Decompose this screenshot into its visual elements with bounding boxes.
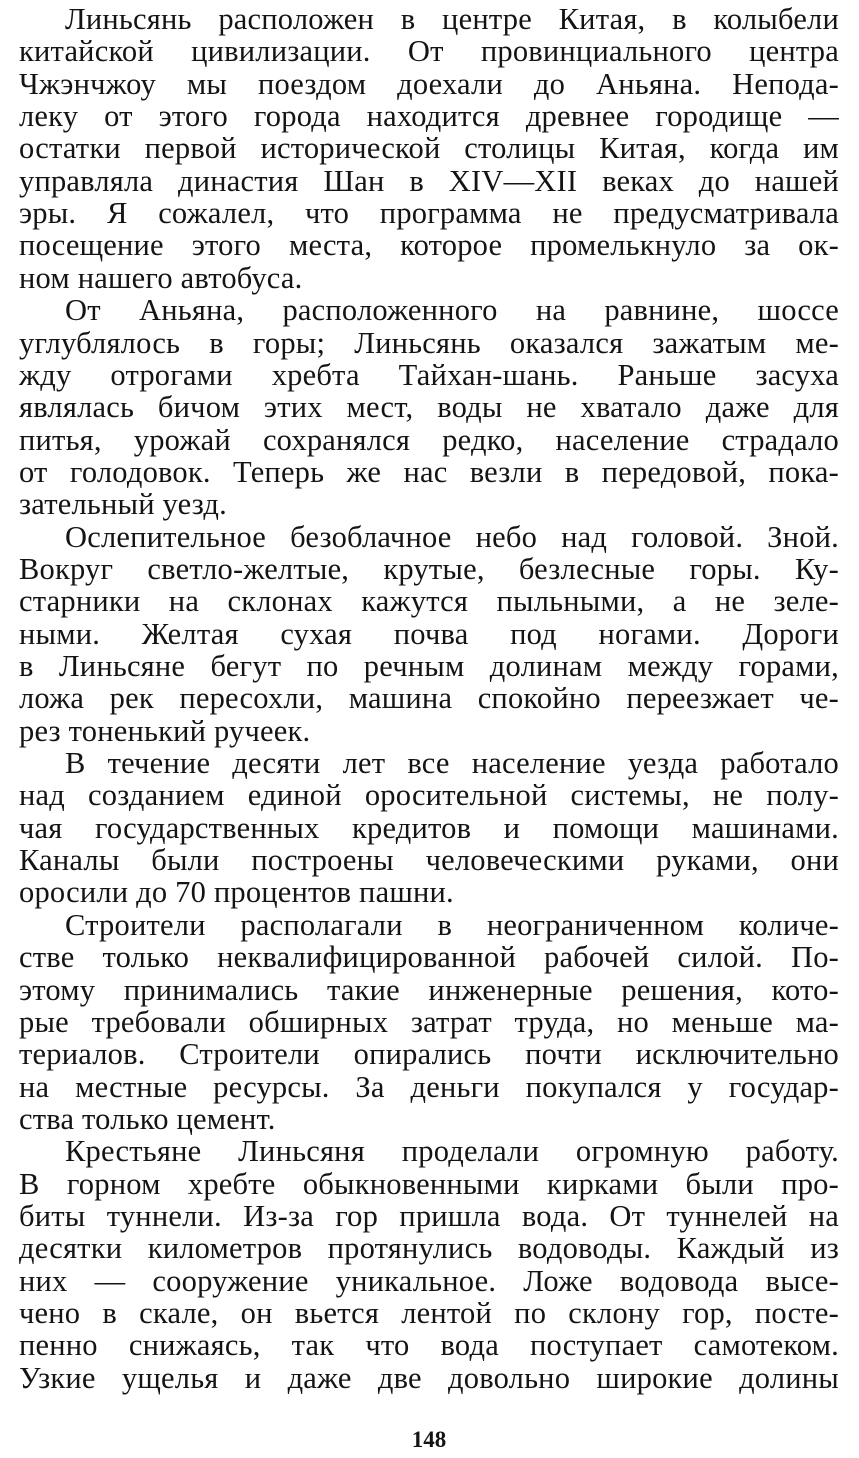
- text-line: над созданием единой оросительной системы, не полу-: [19, 778, 839, 813]
- text-line: жду отрогами хребта Тайхан-шань. Раньше засуха: [19, 357, 839, 392]
- text-line: пенно снижаясь, так что вода поступает самотеком.: [19, 1328, 839, 1363]
- text-line: чено в скале, он вьется лентой по склону гор, посте-: [19, 1296, 839, 1330]
- text-line: в Линьсяне бегут по речным долинам между горами,: [19, 649, 839, 683]
- text-line: биты туннели. Из-за гор пришла вода. От туннелей на: [19, 1198, 839, 1233]
- text-line: являлась бичом этих мест, воды не хватало даже для: [19, 390, 839, 425]
- text-line: управляла династия Шан в XIV—XII веках до нашей: [19, 163, 839, 198]
- text-line: леку от этого города находится древнее городище —: [19, 99, 839, 134]
- text-line: В течение десяти лет все население уезда работало: [65, 746, 839, 781]
- text-line: остатки первой исторической столицы Китая, когда им: [19, 131, 839, 166]
- text-line: Узкие ущелья и даже две довольно широкие долины: [19, 1360, 839, 1395]
- text-line: десятки километров протянулись водоводы. Каждый из: [19, 1231, 839, 1266]
- text-line: ными. Желтая сухая почва под ногами. Дороги: [19, 616, 839, 651]
- text-line: посещение этого места, которое промелькнуло за ок-: [19, 228, 839, 263]
- text-line: ства только цемент.: [19, 1101, 276, 1136]
- text-line: териалов. Строители опирались почти исключительно: [19, 1037, 839, 1072]
- text-line: оросили до 70 процентов пашни.: [19, 875, 454, 910]
- text-line: старники на склонах кажутся пыльными, а не зеле-: [19, 584, 839, 619]
- text-line: углублялось в горы; Линьсянь оказался зажатым ме-: [19, 325, 839, 360]
- text-line: Крестьяне Линьсяня проделали огромную работу.: [65, 1134, 839, 1169]
- text-line: чая государственных кредитов и помощи машинами.: [19, 810, 839, 845]
- book-page: [19, 0, 839, 1458]
- text-line: Строители располагали в неограниченном количе-: [65, 907, 839, 942]
- text-line: стве только неквалифицированной рабочей силой. По-: [19, 940, 839, 975]
- text-line: ном нашего автобуса.: [19, 260, 303, 295]
- text-line: китайской цивилизации. От провинциального центра: [19, 34, 839, 69]
- text-line: на местные ресурсы. За деньги покупался у государ-: [19, 1069, 839, 1104]
- text-line: Каналы были построены человеческими руками, они: [19, 843, 839, 878]
- text-line: Ослепительное безоблачное небо над головой. Зной.: [65, 519, 839, 554]
- text-line: от голодовок. Теперь же нас везли в передовой, пока-: [19, 454, 839, 489]
- text-line: этому принимались такие инженерные решения, кото-: [19, 972, 839, 1007]
- text-line: них — сооружение уникальное. Ложе водовода высе-: [19, 1263, 839, 1298]
- text-line: питья, урожай сохранялся редко, население страдало: [19, 422, 839, 457]
- text-line: В горном хребте обыкновенными кирками были про-: [19, 1166, 839, 1201]
- text-line: рез тоненький ручеек.: [19, 713, 311, 748]
- text-line: От Аньяна, расположенного на равнине, шоссе: [65, 293, 839, 328]
- text-line: эры. Я сожалел, что программа не предусматривала: [19, 196, 839, 231]
- text-line: Линьсянь расположен в центре Китая, в колыбели: [65, 2, 839, 36]
- page-number: 148: [411, 1427, 447, 1452]
- text-line: ложа рек пересохли, машина спокойно переезжает че-: [19, 681, 839, 716]
- text-line: рые требовали обширных затрат труда, но меньше ма-: [19, 1004, 839, 1039]
- text-line: Вокруг светло-желтые, крутые, безлесные горы. Ку-: [19, 551, 839, 586]
- text-line: зательный уезд.: [19, 487, 227, 522]
- text-line: Чжэнчжоу мы поездом доехали до Аньяна. Непода-: [19, 66, 839, 101]
